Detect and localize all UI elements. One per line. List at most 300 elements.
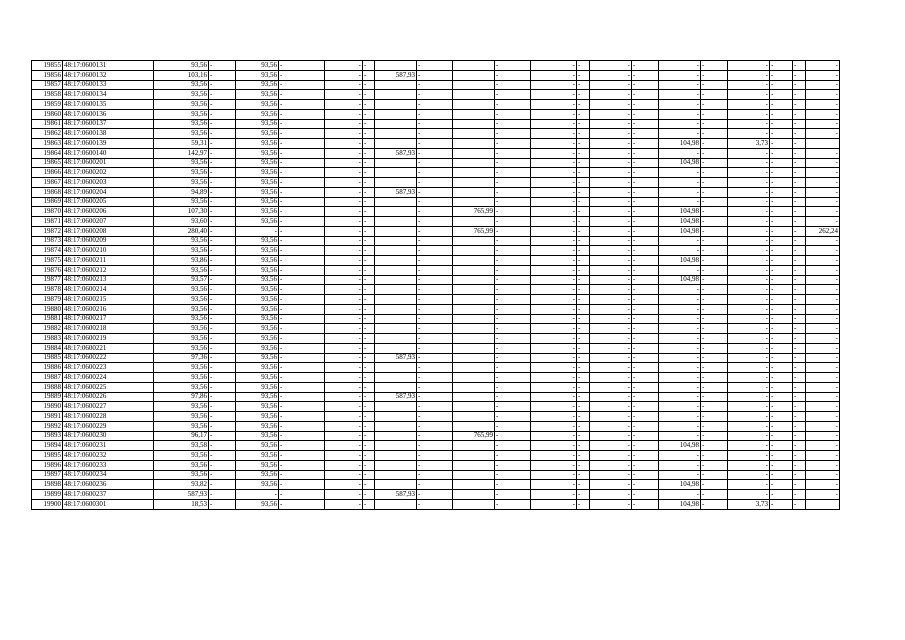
table-cell: - — [590, 207, 632, 217]
table-cell: - — [495, 265, 531, 275]
table-cell: - — [531, 421, 577, 431]
table-cell: - — [793, 402, 806, 412]
table-cell: 103,16 — [154, 70, 209, 80]
table-cell — [375, 402, 417, 412]
table-cell: - — [209, 265, 236, 275]
row-number-cell: 19875 — [32, 256, 63, 266]
table-cell: - — [279, 265, 325, 275]
table-cell: - — [659, 187, 701, 197]
table-cell: - — [325, 158, 363, 168]
table-cell: - — [590, 314, 632, 324]
table-cell: - — [770, 70, 793, 80]
table-cell: 93,57 — [154, 275, 209, 285]
table-cell: - — [577, 207, 590, 217]
table-cell: - — [209, 246, 236, 256]
table-cell: - — [793, 119, 806, 129]
table-cell: - — [325, 460, 363, 470]
table-cell: - — [495, 314, 531, 324]
table-cell: - — [632, 275, 659, 285]
table-cell: 262,24 — [806, 226, 840, 236]
table-cell: - — [728, 470, 770, 480]
table-cell: - — [417, 275, 453, 285]
table-cell: - — [417, 285, 453, 295]
table-cell: - — [279, 470, 325, 480]
table-cell: - — [325, 187, 363, 197]
table-cell — [375, 275, 417, 285]
table-cell: - — [577, 100, 590, 110]
table-cell: - — [770, 197, 793, 207]
table-cell — [375, 363, 417, 373]
table-cell: - — [417, 217, 453, 227]
table-cell: - — [659, 168, 701, 178]
table-cell: - — [590, 421, 632, 431]
row-number-cell: 19878 — [32, 285, 63, 295]
table-cell: - — [279, 119, 325, 129]
table-cell: - — [632, 109, 659, 119]
table-cell: - — [793, 265, 806, 275]
table-cell: - — [659, 392, 701, 402]
table-cell — [375, 343, 417, 353]
table-row — [32, 207, 840, 217]
table-cell: - — [363, 129, 375, 139]
table-cell — [375, 412, 417, 422]
table-cell: - — [793, 431, 806, 441]
row-number-cell: 19859 — [32, 100, 63, 110]
table-cell: - — [495, 168, 531, 178]
table-cell: - — [279, 207, 325, 217]
row-number-cell: 19874 — [32, 246, 63, 256]
table-cell: 104,98 — [659, 499, 701, 509]
table-cell: - — [793, 490, 806, 500]
table-cell: 93,56 — [236, 129, 279, 139]
table-cell: - — [701, 285, 728, 295]
table-cell: - — [701, 441, 728, 451]
table-cell — [453, 70, 495, 80]
table-cell: - — [363, 499, 375, 509]
table-cell: - — [279, 412, 325, 422]
table-cell: - — [659, 90, 701, 100]
table-cell: - — [531, 129, 577, 139]
table-cell: 93,56 — [154, 168, 209, 178]
table-cell: - — [577, 353, 590, 363]
table-cell: - — [632, 343, 659, 353]
table-cell: 104,98 — [659, 226, 701, 236]
table-cell: 104,98 — [659, 275, 701, 285]
table-cell: - — [659, 421, 701, 431]
table-cell: - — [209, 61, 236, 71]
table-cell: 93,56 — [236, 178, 279, 188]
table-cell — [375, 421, 417, 431]
table-cell: - — [793, 412, 806, 422]
table-cell: - — [495, 129, 531, 139]
table-cell — [375, 324, 417, 334]
table-cell: 93,58 — [154, 441, 209, 451]
table-cell: - — [793, 236, 806, 246]
table-row — [32, 382, 840, 392]
table-cell: - — [728, 451, 770, 461]
table-cell: 93,56 — [236, 168, 279, 178]
row-number-cell: 19897 — [32, 470, 63, 480]
table-row — [32, 392, 840, 402]
table-cell: - — [770, 207, 793, 217]
table-cell — [453, 490, 495, 500]
table-cell: - — [279, 304, 325, 314]
cadastral-number-cell: 48:17:0600301 — [63, 499, 154, 509]
table-cell: - — [590, 100, 632, 110]
table-cell: 587,93 — [375, 392, 417, 402]
table-cell — [375, 207, 417, 217]
table-cell: - — [495, 470, 531, 480]
table-cell: - — [363, 265, 375, 275]
table-cell: - — [325, 90, 363, 100]
table-cell: - — [279, 373, 325, 383]
table-cell: - — [577, 382, 590, 392]
table-cell: - — [417, 343, 453, 353]
table-cell: - — [209, 421, 236, 431]
table-cell: - — [590, 158, 632, 168]
table-cell — [375, 139, 417, 149]
table-cell: - — [531, 100, 577, 110]
table-cell: - — [417, 451, 453, 461]
table-cell: - — [728, 275, 770, 285]
row-number-cell: 19893 — [32, 431, 63, 441]
table-cell: - — [279, 324, 325, 334]
table-row — [32, 178, 840, 188]
table-cell: - — [770, 90, 793, 100]
table-cell: - — [770, 158, 793, 168]
table-cell: 93,56 — [154, 109, 209, 119]
table-cell: - — [495, 392, 531, 402]
table-cell: - — [325, 363, 363, 373]
table-cell: - — [325, 412, 363, 422]
table-cell: - — [590, 168, 632, 178]
table-cell: - — [632, 100, 659, 110]
cadastral-number-cell: 48:17:0600204 — [63, 187, 154, 197]
table-cell: - — [531, 499, 577, 509]
table-cell: 104,98 — [659, 256, 701, 266]
table-cell: - — [659, 109, 701, 119]
table-cell: - — [363, 109, 375, 119]
table-cell: - — [728, 373, 770, 383]
table-cell: - — [325, 100, 363, 110]
table-cell: - — [701, 178, 728, 188]
cadastral-number-cell: 48:17:0600224 — [63, 373, 154, 383]
cadastral-number-cell: 48:17:0600230 — [63, 431, 154, 441]
table-cell: - — [417, 402, 453, 412]
table-cell: - — [590, 373, 632, 383]
row-number-cell: 19880 — [32, 304, 63, 314]
table-cell: - — [632, 119, 659, 129]
row-number-cell: 19896 — [32, 460, 63, 470]
table-cell: 93,56 — [236, 246, 279, 256]
table-cell: 765,99 — [453, 226, 495, 236]
table-cell: - — [363, 353, 375, 363]
table-cell: - — [279, 451, 325, 461]
table-cell: - — [770, 178, 793, 188]
table-cell — [453, 353, 495, 363]
table-cell: 93,56 — [236, 207, 279, 217]
row-number-cell: 19881 — [32, 314, 63, 324]
table-cell: - — [701, 61, 728, 71]
table-cell — [375, 295, 417, 305]
table-cell: - — [531, 139, 577, 149]
table-row — [32, 226, 840, 236]
table-cell — [375, 246, 417, 256]
table-cell: - — [806, 392, 840, 402]
table-cell: - — [728, 382, 770, 392]
table-cell: 587,93 — [375, 187, 417, 197]
table-cell: - — [590, 304, 632, 314]
table-row — [32, 460, 840, 470]
cadastral-number-cell: 48:17:0600208 — [63, 226, 154, 236]
table-cell: - — [531, 480, 577, 490]
row-number-cell: 19879 — [32, 295, 63, 305]
table-cell: 93,56 — [236, 275, 279, 285]
row-number-cell: 19887 — [32, 373, 63, 383]
table-cell: - — [417, 460, 453, 470]
table-cell: - — [363, 207, 375, 217]
table-cell: - — [659, 373, 701, 383]
table-cell: - — [531, 412, 577, 422]
cadastral-number-cell: 48:17:0600207 — [63, 217, 154, 227]
table-row — [32, 100, 840, 110]
table-cell: - — [363, 187, 375, 197]
table-cell: - — [531, 217, 577, 227]
table-row — [32, 421, 840, 431]
table-cell: - — [590, 324, 632, 334]
table-cell: - — [577, 363, 590, 373]
cadastral-number-cell: 48:17:0600229 — [63, 421, 154, 431]
cadastral-number-cell: 48:17:0600135 — [63, 100, 154, 110]
table-cell: - — [728, 197, 770, 207]
table-cell: - — [701, 187, 728, 197]
table-cell: - — [531, 431, 577, 441]
table-cell: - — [577, 158, 590, 168]
table-cell: 93,56 — [154, 265, 209, 275]
table-cell: - — [770, 460, 793, 470]
table-cell: - — [770, 236, 793, 246]
table-cell: - — [701, 80, 728, 90]
table-cell: - — [632, 451, 659, 461]
table-cell: - — [701, 373, 728, 383]
table-cell: - — [793, 70, 806, 80]
table-cell: - — [632, 217, 659, 227]
table-cell: 93,56 — [236, 217, 279, 227]
table-cell: - — [590, 470, 632, 480]
table-cell: - — [209, 217, 236, 227]
table-cell: - — [209, 441, 236, 451]
table-cell: - — [659, 402, 701, 412]
table-cell — [453, 187, 495, 197]
table-cell: - — [495, 217, 531, 227]
table-cell — [453, 265, 495, 275]
table-cell: - — [728, 187, 770, 197]
cadastral-number-cell: 48:17:0600218 — [63, 324, 154, 334]
table-cell — [375, 61, 417, 71]
table-cell: - — [279, 314, 325, 324]
table-cell: 107,30 — [154, 207, 209, 217]
table-cell: - — [793, 451, 806, 461]
table-cell — [453, 236, 495, 246]
table-cell: - — [590, 402, 632, 412]
table-cell: - — [770, 314, 793, 324]
table-cell: - — [577, 460, 590, 470]
table-cell: - — [770, 109, 793, 119]
table-cell: - — [577, 431, 590, 441]
row-number-cell: 19861 — [32, 119, 63, 129]
row-number-cell: 19855 — [32, 61, 63, 71]
cadastral-number-cell: 48:17:0600219 — [63, 334, 154, 344]
table-cell: - — [793, 499, 806, 509]
table-cell: - — [279, 168, 325, 178]
table-cell: 93,56 — [154, 382, 209, 392]
table-cell: - — [701, 265, 728, 275]
table-cell: - — [806, 109, 840, 119]
table-cell: - — [590, 490, 632, 500]
table-cell: - — [495, 207, 531, 217]
table-cell — [453, 460, 495, 470]
table-cell: - — [632, 402, 659, 412]
table-cell: - — [363, 402, 375, 412]
table-cell: - — [770, 373, 793, 383]
table-row — [32, 304, 840, 314]
table-cell: - — [531, 304, 577, 314]
table-cell: - — [793, 382, 806, 392]
table-cell: 93,56 — [154, 80, 209, 90]
table-cell: - — [495, 421, 531, 431]
table-cell: - — [531, 197, 577, 207]
table-cell: - — [590, 226, 632, 236]
table-cell: - — [590, 148, 632, 158]
table-cell: - — [659, 490, 701, 500]
table-cell: 96,17 — [154, 431, 209, 441]
table-cell: - — [495, 412, 531, 422]
table-cell: - — [279, 178, 325, 188]
table-cell: 93,56 — [236, 314, 279, 324]
table-cell: - — [363, 412, 375, 422]
table-cell: - — [659, 129, 701, 139]
table-cell: - — [770, 441, 793, 451]
table-cell: - — [325, 80, 363, 90]
table-cell: - — [659, 412, 701, 422]
table-cell: - — [417, 353, 453, 363]
table-row — [32, 373, 840, 383]
row-number-cell: 19866 — [32, 168, 63, 178]
table-cell: - — [363, 334, 375, 344]
table-cell: - — [279, 217, 325, 227]
table-cell: - — [417, 441, 453, 451]
table-cell: - — [806, 158, 840, 168]
table-cell: - — [363, 275, 375, 285]
table-cell: - — [659, 363, 701, 373]
table-cell: - — [770, 363, 793, 373]
table-cell: - — [728, 353, 770, 363]
table-cell: - — [531, 402, 577, 412]
table-cell: - — [363, 451, 375, 461]
table-cell — [453, 470, 495, 480]
table-cell: 93,56 — [154, 402, 209, 412]
table-cell: - — [325, 392, 363, 402]
cadastral-number-cell: 48:17:0600212 — [63, 265, 154, 275]
table-cell: - — [325, 343, 363, 353]
table-cell: - — [209, 158, 236, 168]
table-cell: - — [577, 265, 590, 275]
table-row — [32, 295, 840, 305]
table-cell — [375, 285, 417, 295]
row-number-cell: 19889 — [32, 392, 63, 402]
table-cell: - — [325, 275, 363, 285]
table-cell: - — [279, 353, 325, 363]
table-cell: - — [495, 304, 531, 314]
table-cell: - — [279, 334, 325, 344]
table-cell — [453, 499, 495, 509]
table-row — [32, 246, 840, 256]
table-cell: 93,56 — [236, 285, 279, 295]
table-cell: - — [577, 470, 590, 480]
table-cell: - — [770, 451, 793, 461]
table-row — [32, 431, 840, 441]
table-cell — [375, 373, 417, 383]
table-cell: 104,98 — [659, 480, 701, 490]
table-cell: 93,56 — [236, 256, 279, 266]
table-cell: 93,56 — [236, 480, 279, 490]
table-cell: 93,56 — [154, 334, 209, 344]
table-cell: 93,56 — [236, 119, 279, 129]
table-cell — [453, 197, 495, 207]
table-row — [32, 129, 840, 139]
table-row — [32, 139, 840, 149]
table-cell — [375, 178, 417, 188]
table-cell: 93,56 — [154, 119, 209, 129]
table-cell: - — [659, 343, 701, 353]
table-cell: - — [632, 90, 659, 100]
table-cell: - — [325, 421, 363, 431]
table-cell: - — [279, 392, 325, 402]
table-cell: 587,93 — [154, 490, 209, 500]
table-cell: - — [495, 226, 531, 236]
table-cell: - — [325, 61, 363, 71]
table-cell: - — [495, 499, 531, 509]
table-cell: - — [417, 90, 453, 100]
table-cell: - — [363, 226, 375, 236]
cadastral-number-cell: 48:17:0600137 — [63, 119, 154, 129]
table-cell: - — [770, 412, 793, 422]
table-cell: - — [417, 256, 453, 266]
table-cell: 104,98 — [659, 139, 701, 149]
table-cell: - — [793, 343, 806, 353]
table-cell: - — [209, 412, 236, 422]
table-cell: - — [806, 256, 840, 266]
table-cell: 93,56 — [236, 148, 279, 158]
table-cell: - — [279, 109, 325, 119]
table-cell — [453, 412, 495, 422]
table-cell — [453, 109, 495, 119]
table-cell: - — [577, 451, 590, 461]
table-cell: - — [590, 236, 632, 246]
row-number-cell: 19895 — [32, 451, 63, 461]
table-cell: - — [209, 119, 236, 129]
table-cell: - — [728, 246, 770, 256]
row-number-cell: 19898 — [32, 480, 63, 490]
table-cell: 104,98 — [659, 207, 701, 217]
table-cell: - — [590, 90, 632, 100]
table-cell: - — [793, 295, 806, 305]
table-cell: - — [728, 314, 770, 324]
table-cell: - — [495, 256, 531, 266]
table-cell: - — [701, 197, 728, 207]
table-cell — [453, 256, 495, 266]
table-cell: - — [577, 129, 590, 139]
